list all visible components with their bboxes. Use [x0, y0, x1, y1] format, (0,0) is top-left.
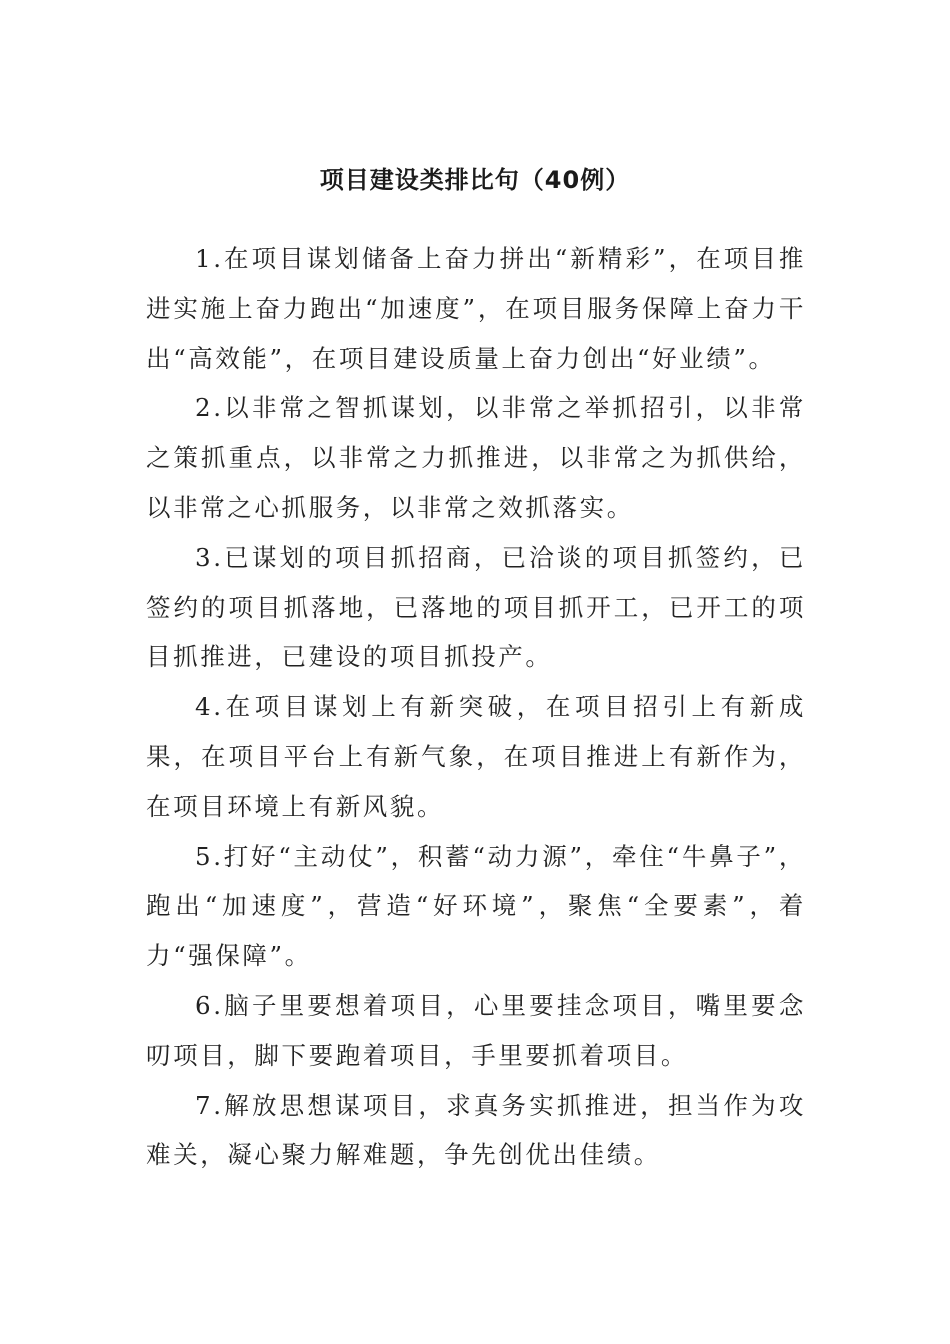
document-body: [146, 234, 806, 1180]
paragraph-3: 3.已谋划的项目抓招商，已洽谈的项目抓签约，已签约的项目抓落地，已落地的项目抓开工，已开工的项目抓推进，已建设的项目抓投产。: [146, 542, 806, 672]
paragraph-7: 7.解放思想谋项目，求真务实抓推进，担当作为攻难关，凝心聚力解难题，争先创优出佳绩。: [146, 1090, 806, 1170]
paragraph-5: 5.打好“主动仗”，积蓄“动力源”，牵住“牛鼻子”，跑出“加速度”，营造“好环境”，聚焦“全要素”，着力“强保障”。: [146, 841, 806, 971]
paragraph-1: 1.在项目谋划储备上奋力拼出“新精彩”，在项目推进实施上奋力跑出“加速度”，在项目服务保障上奋力干出“高效能”，在项目建设质量上奋力创出“好业绩”。: [146, 244, 806, 373]
paragraph-4: 4.在项目谋划上有新突破，在项目招引上有新成果，在项目平台上有新气象，在项目推进上有新作为，在项目环境上有新风貌。: [146, 692, 806, 821]
paragraph-2: 2.以非常之智抓谋划，以非常之举抓招引，以非常之策抓重点，以非常之力抓推进，以非常之为抓供给，以非常之心抓服务，以非常之效抓落实。: [146, 393, 806, 522]
document-title: 项目建设类排比句（40例）: [319, 166, 631, 194]
paragraph-6: 6.脑子里要想着项目，心里要挂念项目，嘴里要念叨项目，脚下要跑着项目，手里要抓着项目。: [146, 990, 806, 1070]
